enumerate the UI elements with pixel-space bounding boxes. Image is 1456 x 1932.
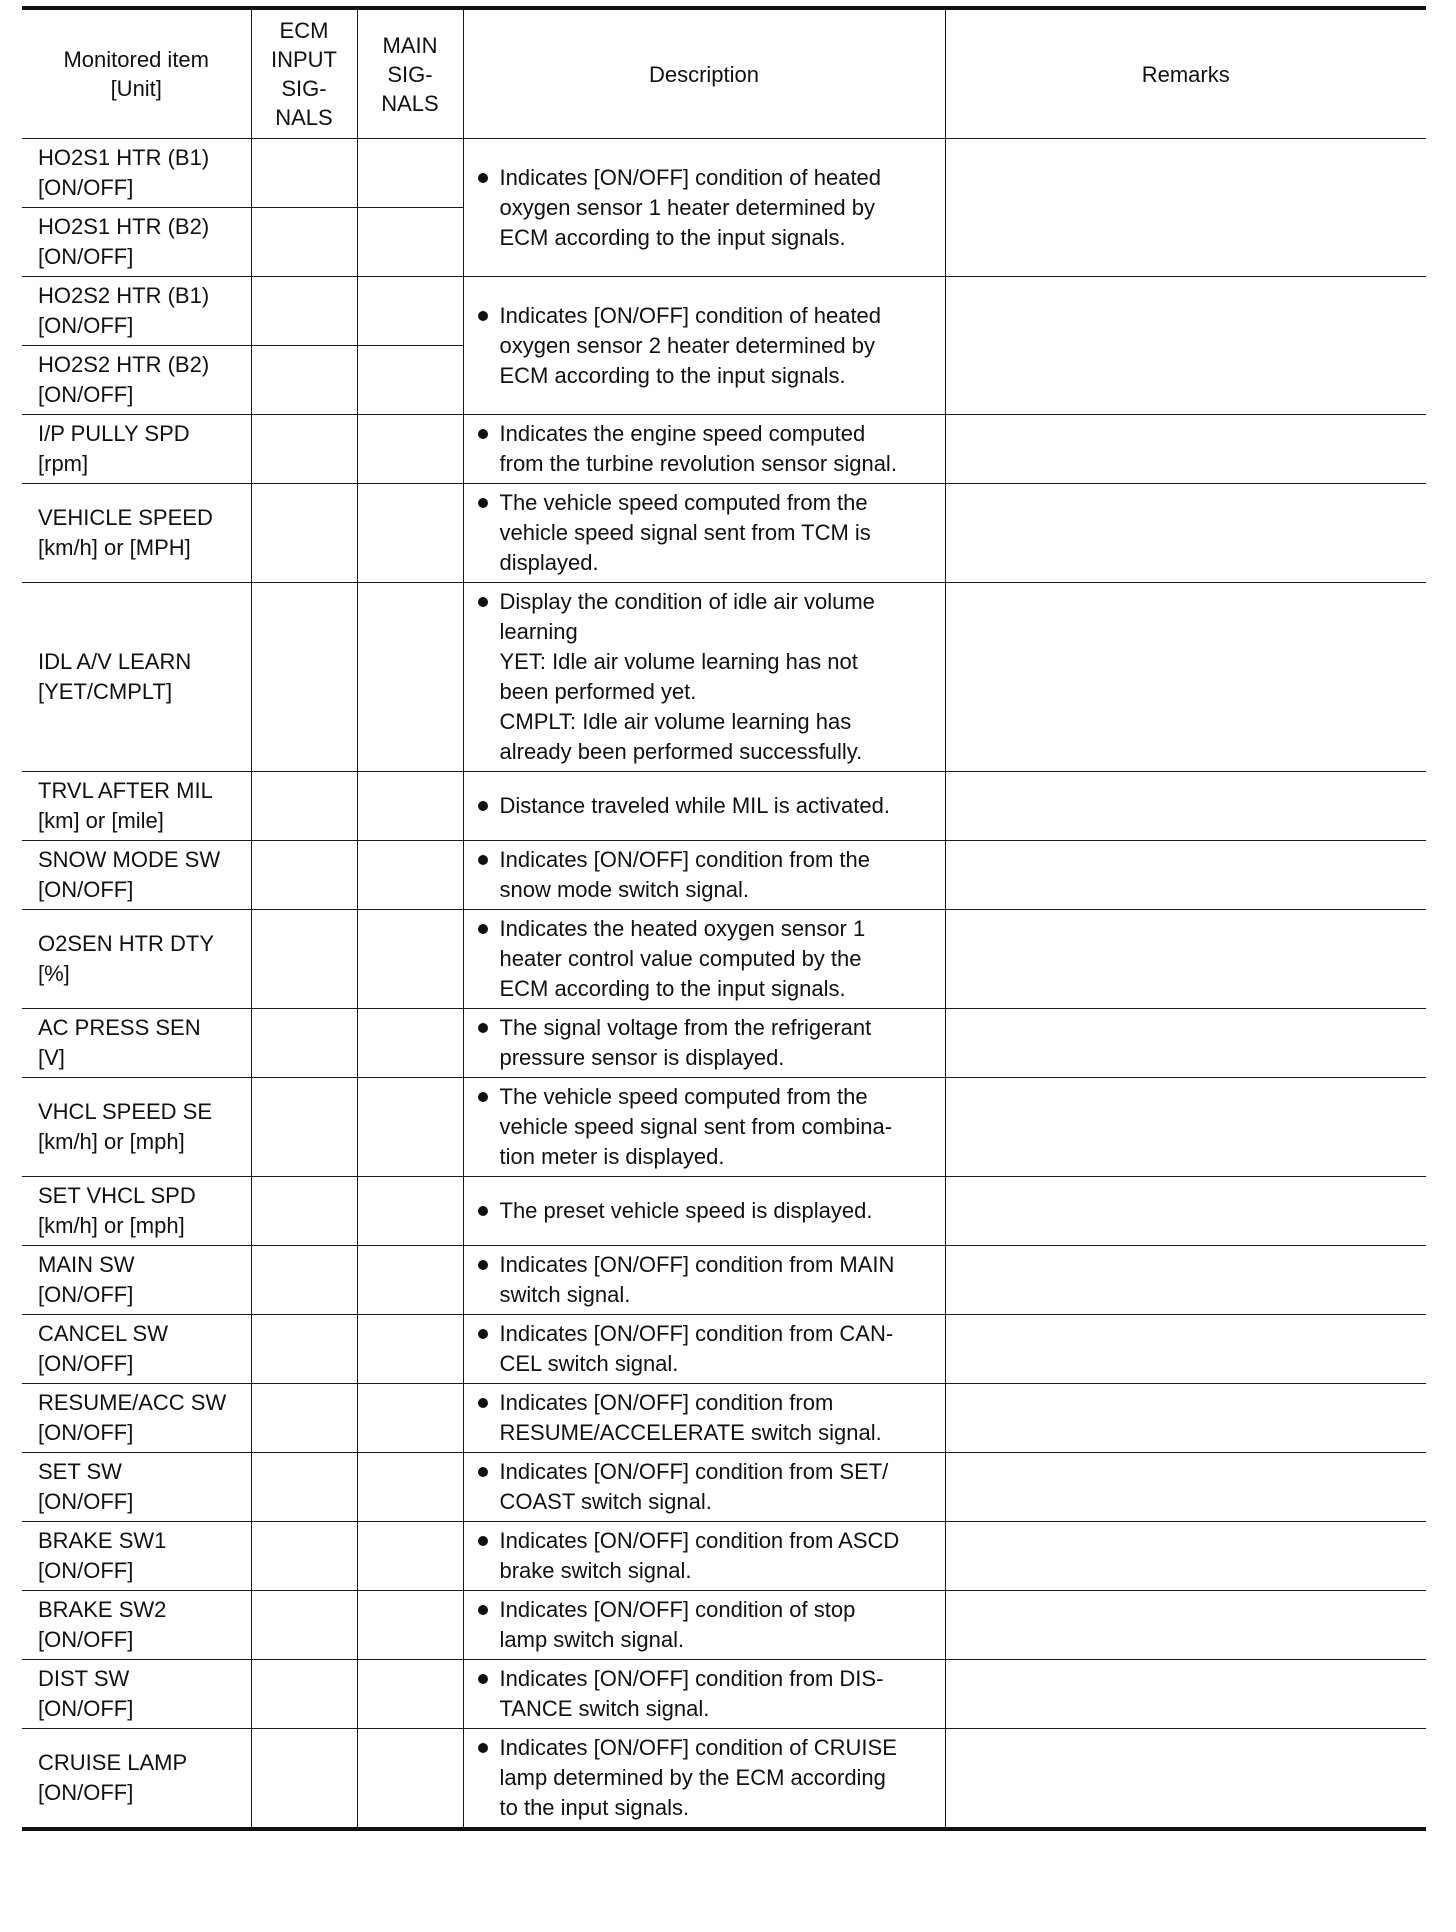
bullet-icon [478, 1092, 488, 1102]
monitored-item-cell: AC PRESS SEN [V] [22, 1009, 251, 1078]
ecm-input-signals-cell [251, 841, 357, 910]
description-cell: Indicates [ON/OFF] condition of heated oxygen sensor 1 heater determined by ECM according to the input signals. [463, 139, 945, 277]
table-body [22, 139, 1426, 1830]
bullet-icon [478, 173, 488, 183]
monitored-item-cell: BRAKE SW2 [ON/OFF] [22, 1591, 251, 1660]
bullet-icon [478, 1467, 488, 1477]
main-signals-cell [357, 1522, 463, 1591]
table-row [22, 841, 1426, 910]
monitored-item-cell: CANCEL SW [ON/OFF] [22, 1315, 251, 1384]
header-remarks: Remarks [945, 8, 1426, 139]
monitored-item-cell: HO2S2 HTR (B1) [ON/OFF] [22, 277, 251, 346]
monitored-item-cell: BRAKE SW1 [ON/OFF] [22, 1522, 251, 1591]
main-signals-cell [357, 1315, 463, 1384]
main-signals-cell [357, 910, 463, 1009]
bullet-icon [478, 1206, 488, 1216]
monitor-item-table [22, 6, 1426, 1831]
main-signals-cell [357, 346, 463, 415]
main-signals-cell [357, 772, 463, 841]
remarks-cell [945, 1660, 1426, 1729]
table-row [22, 484, 1426, 583]
remarks-cell [945, 1591, 1426, 1660]
remarks-cell [945, 1384, 1426, 1453]
table-row [22, 277, 1426, 346]
monitored-item-cell: HO2S2 HTR (B2) [ON/OFF] [22, 346, 251, 415]
ecm-input-signals-cell [251, 583, 357, 772]
bullet-icon [478, 429, 488, 439]
ecm-input-signals-cell [251, 1315, 357, 1384]
ecm-input-signals-cell [251, 772, 357, 841]
description-cell: Indicates the engine speed computed from the turbine revolution sensor signal. [463, 415, 945, 484]
monitored-item-cell: VHCL SPEED SE [km/h] or [mph] [22, 1078, 251, 1177]
bullet-icon [478, 1398, 488, 1408]
monitored-item-cell: VEHICLE SPEED [km/h] or [MPH] [22, 484, 251, 583]
table-row [22, 772, 1426, 841]
header-description: Description [463, 8, 945, 139]
table-row [22, 139, 1426, 208]
remarks-cell [945, 277, 1426, 415]
remarks-cell [945, 841, 1426, 910]
remarks-cell [945, 1078, 1426, 1177]
table-row [22, 1009, 1426, 1078]
monitored-item-cell: DIST SW [ON/OFF] [22, 1660, 251, 1729]
description-cell: The vehicle speed computed from the vehicle speed signal sent from combina- tion meter is displayed. [463, 1078, 945, 1177]
main-signals-cell [357, 415, 463, 484]
bullet-icon [478, 1605, 488, 1615]
description-cell: The vehicle speed computed from the vehicle speed signal sent from TCM is displayed. [463, 484, 945, 583]
bullet-icon [478, 1023, 488, 1033]
table-row [22, 1078, 1426, 1177]
main-signals-cell [357, 208, 463, 277]
remarks-cell [945, 484, 1426, 583]
monitored-item-cell: HO2S1 HTR (B1) [ON/OFF] [22, 139, 251, 208]
ecm-input-signals-cell [251, 1078, 357, 1177]
remarks-cell [945, 415, 1426, 484]
ecm-input-signals-cell [251, 277, 357, 346]
monitored-item-cell: SET VHCL SPD [km/h] or [mph] [22, 1177, 251, 1246]
bullet-icon [478, 801, 488, 811]
remarks-cell [945, 1246, 1426, 1315]
bullet-icon [478, 498, 488, 508]
table-row [22, 1315, 1426, 1384]
monitor-item-table-wrapper [22, 6, 1426, 1831]
header-row [22, 8, 1426, 139]
table-row [22, 1660, 1426, 1729]
main-signals-cell [357, 1453, 463, 1522]
remarks-cell [945, 1729, 1426, 1830]
bullet-icon [478, 924, 488, 934]
ecm-input-signals-cell [251, 1246, 357, 1315]
description-cell: Indicates [ON/OFF] condition from CAN- CEL switch signal. [463, 1315, 945, 1384]
monitored-item-cell: MAIN SW [ON/OFF] [22, 1246, 251, 1315]
table-row [22, 583, 1426, 772]
table-row [22, 1246, 1426, 1315]
ecm-input-signals-cell [251, 415, 357, 484]
ecm-input-signals-cell [251, 484, 357, 583]
description-cell: The preset vehicle speed is displayed. [463, 1177, 945, 1246]
remarks-cell [945, 1009, 1426, 1078]
description-cell: The signal voltage from the refrigerant pressure sensor is displayed. [463, 1009, 945, 1078]
description-cell: Indicates [ON/OFF] condition of stop lamp switch signal. [463, 1591, 945, 1660]
main-signals-cell [357, 1078, 463, 1177]
monitored-item-cell: I/P PULLY SPD [rpm] [22, 415, 251, 484]
description-cell: Indicates [ON/OFF] condition from RESUME/ACCELERATE switch signal. [463, 1384, 945, 1453]
table-row [22, 1177, 1426, 1246]
main-signals-cell [357, 1177, 463, 1246]
main-signals-cell [357, 1246, 463, 1315]
monitored-item-cell: SET SW [ON/OFF] [22, 1453, 251, 1522]
description-cell: Indicates [ON/OFF] condition of CRUISE lamp determined by the ECM according to the input signals. [463, 1729, 945, 1830]
main-signals-cell [357, 1384, 463, 1453]
description-cell: Indicates [ON/OFF] condition from SET/ COAST switch signal. [463, 1453, 945, 1522]
remarks-cell [945, 910, 1426, 1009]
remarks-cell [945, 1177, 1426, 1246]
remarks-cell [945, 1315, 1426, 1384]
remarks-cell [945, 772, 1426, 841]
monitored-item-cell: O2SEN HTR DTY [%] [22, 910, 251, 1009]
bullet-icon [478, 1536, 488, 1546]
main-signals-cell [357, 484, 463, 583]
ecm-input-signals-cell [251, 1384, 357, 1453]
bullet-icon [478, 597, 488, 607]
ecm-input-signals-cell [251, 910, 357, 1009]
monitored-item-cell: RESUME/ACC SW [ON/OFF] [22, 1384, 251, 1453]
bullet-icon [478, 1260, 488, 1270]
ecm-input-signals-cell [251, 1591, 357, 1660]
description-cell: Indicates [ON/OFF] condition of heated oxygen sensor 2 heater determined by ECM according to the input signals. [463, 277, 945, 415]
remarks-cell [945, 583, 1426, 772]
ecm-input-signals-cell [251, 208, 357, 277]
description-cell: Indicates [ON/OFF] condition from the snow mode switch signal. [463, 841, 945, 910]
monitored-item-cell: TRVL AFTER MIL [km] or [mile] [22, 772, 251, 841]
table-row [22, 910, 1426, 1009]
ecm-input-signals-cell [251, 139, 357, 208]
remarks-cell [945, 1522, 1426, 1591]
table-row [22, 1453, 1426, 1522]
table-row [22, 1729, 1426, 1830]
table-row [22, 1384, 1426, 1453]
description-cell: Indicates [ON/OFF] condition from DIS- TANCE switch signal. [463, 1660, 945, 1729]
main-signals-cell [357, 583, 463, 772]
description-cell: Indicates [ON/OFF] condition from ASCD brake switch signal. [463, 1522, 945, 1591]
bullet-icon [478, 855, 488, 865]
ecm-input-signals-cell [251, 1660, 357, 1729]
monitored-item-cell: IDL A/V LEARN [YET/CMPLT] [22, 583, 251, 772]
header-monitored-item: Monitored item [Unit] [22, 8, 251, 139]
description-cell: Distance traveled while MIL is activated. [463, 772, 945, 841]
bullet-icon [478, 1674, 488, 1684]
remarks-cell [945, 139, 1426, 277]
header-main-signals: MAIN SIG- NALS [357, 8, 463, 139]
bullet-icon [478, 311, 488, 321]
main-signals-cell [357, 1009, 463, 1078]
description-cell: Indicates the heated oxygen sensor 1 heater control value computed by the ECM according to the input signals. [463, 910, 945, 1009]
description-cell: Display the condition of idle air volume learning YET: Idle air volume learning has not been performed yet. CMPLT: Idle air volume learning has already been performed successfully. [463, 583, 945, 772]
main-signals-cell [357, 841, 463, 910]
monitored-item-cell: SNOW MODE SW [ON/OFF] [22, 841, 251, 910]
ecm-input-signals-cell [251, 1177, 357, 1246]
bullet-icon [478, 1743, 488, 1753]
description-cell: Indicates [ON/OFF] condition from MAIN switch signal. [463, 1246, 945, 1315]
ecm-input-signals-cell [251, 1453, 357, 1522]
monitored-item-cell: CRUISE LAMP [ON/OFF] [22, 1729, 251, 1830]
ecm-input-signals-cell [251, 1009, 357, 1078]
header-ecm-input-signals: ECM INPUT SIG- NALS [251, 8, 357, 139]
ecm-input-signals-cell [251, 1729, 357, 1830]
table-row [22, 415, 1426, 484]
bullet-icon [478, 1329, 488, 1339]
main-signals-cell [357, 277, 463, 346]
main-signals-cell [357, 1591, 463, 1660]
main-signals-cell [357, 1660, 463, 1729]
table-row [22, 1591, 1426, 1660]
ecm-input-signals-cell [251, 346, 357, 415]
ecm-input-signals-cell [251, 1522, 357, 1591]
monitored-item-cell: HO2S1 HTR (B2) [ON/OFF] [22, 208, 251, 277]
remarks-cell [945, 1453, 1426, 1522]
table-row [22, 1522, 1426, 1591]
main-signals-cell [357, 1729, 463, 1830]
main-signals-cell [357, 139, 463, 208]
